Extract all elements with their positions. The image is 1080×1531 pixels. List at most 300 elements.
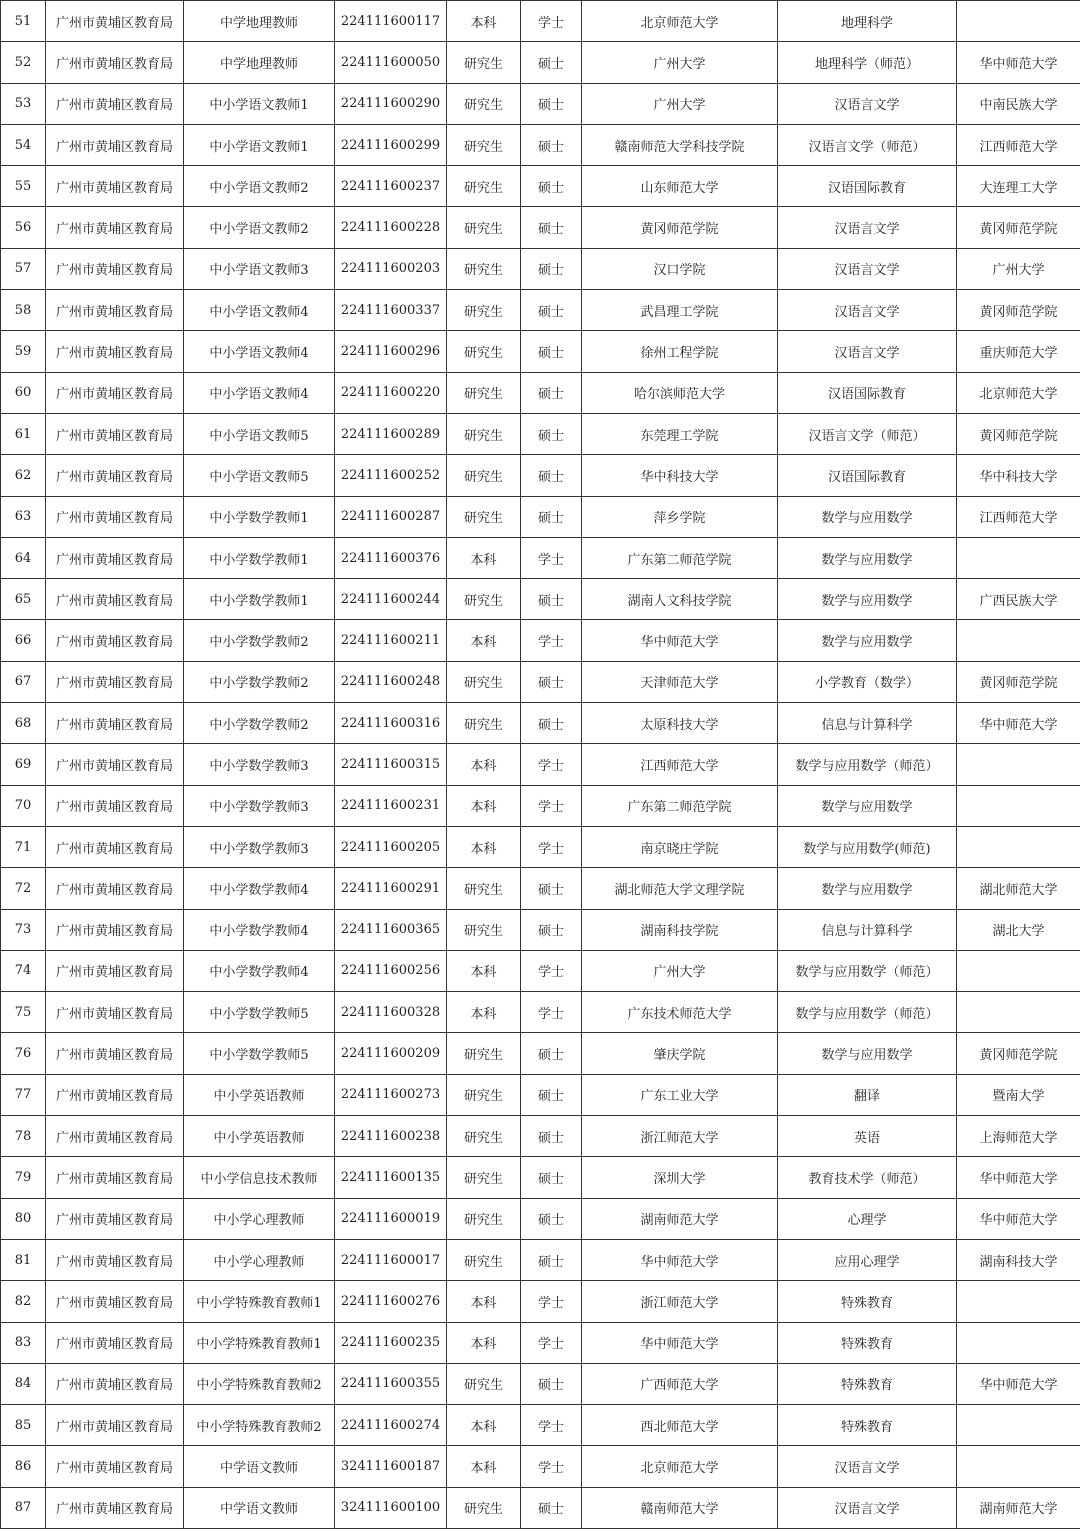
table-row	[1, 537, 1080, 578]
exam-number-cell: 224111600017	[335, 1239, 447, 1280]
position-name-cell: 中学地理教师	[184, 42, 335, 83]
graduate-school-cell: 广州大学	[582, 83, 778, 124]
degree-cell: 硕士	[521, 83, 582, 124]
table-row	[1, 1239, 1080, 1280]
undergraduate-school-cell: 江西师范大学	[957, 496, 1080, 537]
education-level-cell: 研究生	[447, 1157, 521, 1198]
recruiting-unit-cell: 广州市黄埔区教育局	[46, 579, 184, 620]
table-row	[1, 950, 1080, 991]
position-name-cell: 中小学数学教师2	[184, 661, 335, 702]
table-row	[1, 166, 1080, 207]
row-number-cell: 60	[1, 372, 46, 413]
row-number-cell: 74	[1, 950, 46, 991]
undergraduate-school-cell: 江西师范大学	[957, 124, 1080, 165]
graduate-school-cell: 浙江师范大学	[582, 1281, 778, 1322]
row-number-cell: 70	[1, 785, 46, 826]
undergraduate-school-cell	[957, 785, 1080, 826]
exam-number-cell: 224111600135	[335, 1157, 447, 1198]
row-number-cell: 52	[1, 42, 46, 83]
major-cell: 汉语国际教育	[778, 372, 957, 413]
recruiting-unit-cell: 广州市黄埔区教育局	[46, 248, 184, 289]
table-row	[1, 372, 1080, 413]
row-number-cell: 63	[1, 496, 46, 537]
degree-cell: 硕士	[521, 703, 582, 744]
recruiting-unit-cell: 广州市黄埔区教育局	[46, 124, 184, 165]
graduate-school-cell: 广东第二师范学院	[582, 785, 778, 826]
exam-number-cell: 224111600117	[335, 1, 447, 42]
graduate-school-cell: 北京师范大学	[582, 1, 778, 42]
position-name-cell: 中小学特殊教育教师2	[184, 1405, 335, 1446]
education-level-cell: 研究生	[447, 1487, 521, 1528]
exam-number-cell: 224111600291	[335, 868, 447, 909]
recruiting-unit-cell: 广州市黄埔区教育局	[46, 1198, 184, 1239]
major-cell: 信息与计算科学	[778, 703, 957, 744]
education-level-cell: 研究生	[447, 166, 521, 207]
exam-number-cell: 224111600355	[335, 1363, 447, 1404]
exam-number-cell: 224111600316	[335, 703, 447, 744]
graduate-school-cell: 广州大学	[582, 950, 778, 991]
degree-cell: 硕士	[521, 661, 582, 702]
graduate-school-cell: 山东师范大学	[582, 166, 778, 207]
row-number-cell: 61	[1, 413, 46, 454]
row-number-cell: 85	[1, 1405, 46, 1446]
undergraduate-school-cell	[957, 992, 1080, 1033]
graduate-school-cell: 黄冈师范学院	[582, 207, 778, 248]
education-level-cell: 本科	[447, 785, 521, 826]
table-row	[1, 1116, 1080, 1157]
degree-cell: 学士	[521, 1446, 582, 1487]
table-row	[1, 620, 1080, 661]
education-level-cell: 研究生	[447, 1033, 521, 1074]
row-number-cell: 55	[1, 166, 46, 207]
education-level-cell: 研究生	[447, 413, 521, 454]
graduate-school-cell: 徐州工程学院	[582, 331, 778, 372]
recruiting-unit-cell: 广州市黄埔区教育局	[46, 1322, 184, 1363]
exam-number-cell: 224111600244	[335, 579, 447, 620]
position-name-cell: 中小学特殊教育教师1	[184, 1322, 335, 1363]
exam-number-cell: 224111600019	[335, 1198, 447, 1239]
table-row	[1, 496, 1080, 537]
position-name-cell: 中小学数学教师5	[184, 992, 335, 1033]
exam-number-cell: 224111600203	[335, 248, 447, 289]
recruiting-unit-cell: 广州市黄埔区教育局	[46, 703, 184, 744]
table-row	[1, 331, 1080, 372]
row-number-cell: 66	[1, 620, 46, 661]
undergraduate-school-cell: 黄冈师范学院	[957, 1033, 1080, 1074]
undergraduate-school-cell: 华中师范大学	[957, 1363, 1080, 1404]
graduate-school-cell: 西北师范大学	[582, 1405, 778, 1446]
exam-number-cell: 224111600290	[335, 83, 447, 124]
graduate-school-cell: 广东第二师范学院	[582, 537, 778, 578]
table-row	[1, 83, 1080, 124]
degree-cell: 硕士	[521, 1033, 582, 1074]
degree-cell: 硕士	[521, 496, 582, 537]
major-cell: 汉语言文学（师范）	[778, 413, 957, 454]
table-row	[1, 1198, 1080, 1239]
degree-cell: 硕士	[521, 1116, 582, 1157]
position-name-cell: 中小学语文教师5	[184, 413, 335, 454]
graduate-school-cell: 太原科技大学	[582, 703, 778, 744]
position-name-cell: 中小学心理教师	[184, 1239, 335, 1280]
major-cell: 汉语言文学	[778, 83, 957, 124]
major-cell: 数学与应用数学(师范)	[778, 826, 957, 867]
position-name-cell: 中小学数学教师1	[184, 496, 335, 537]
major-cell: 信息与计算科学	[778, 909, 957, 950]
recruiting-unit-cell: 广州市黄埔区教育局	[46, 372, 184, 413]
graduate-school-cell: 湖北师范大学文理学院	[582, 868, 778, 909]
exam-number-cell: 224111600205	[335, 826, 447, 867]
major-cell: 数学与应用数学	[778, 496, 957, 537]
graduate-school-cell: 武昌理工学院	[582, 290, 778, 331]
recruiting-unit-cell: 广州市黄埔区教育局	[46, 620, 184, 661]
degree-cell: 硕士	[521, 579, 582, 620]
row-number-cell: 75	[1, 992, 46, 1033]
degree-cell: 学士	[521, 1322, 582, 1363]
major-cell: 地理科学	[778, 1, 957, 42]
exam-number-cell: 224111600050	[335, 42, 447, 83]
recruiting-unit-cell: 广州市黄埔区教育局	[46, 1405, 184, 1446]
degree-cell: 学士	[521, 785, 582, 826]
recruiting-unit-cell: 广州市黄埔区教育局	[46, 207, 184, 248]
table-row	[1, 826, 1080, 867]
row-number-cell: 84	[1, 1363, 46, 1404]
undergraduate-school-cell: 广州大学	[957, 248, 1080, 289]
education-level-cell: 本科	[447, 620, 521, 661]
degree-cell: 硕士	[521, 248, 582, 289]
degree-cell: 学士	[521, 950, 582, 991]
graduate-school-cell: 赣南师范大学科技学院	[582, 124, 778, 165]
exam-number-cell: 224111600237	[335, 166, 447, 207]
position-name-cell: 中小学数学教师2	[184, 620, 335, 661]
exam-number-cell: 224111600289	[335, 413, 447, 454]
undergraduate-school-cell	[957, 1446, 1080, 1487]
position-name-cell: 中学语文教师	[184, 1446, 335, 1487]
major-cell: 特殊教育	[778, 1363, 957, 1404]
recruiting-unit-cell: 广州市黄埔区教育局	[46, 909, 184, 950]
major-cell: 汉语国际教育	[778, 166, 957, 207]
exam-number-cell: 224111600273	[335, 1074, 447, 1115]
recruiting-unit-cell: 广州市黄埔区教育局	[46, 1, 184, 42]
education-level-cell: 本科	[447, 1281, 521, 1322]
degree-cell: 硕士	[521, 207, 582, 248]
graduate-school-cell: 广西师范大学	[582, 1363, 778, 1404]
degree-cell: 硕士	[521, 413, 582, 454]
exam-number-cell: 224111600238	[335, 1116, 447, 1157]
major-cell: 数学与应用数学（师范）	[778, 992, 957, 1033]
major-cell: 特殊教育	[778, 1322, 957, 1363]
education-level-cell: 研究生	[447, 661, 521, 702]
graduate-school-cell: 哈尔滨师范大学	[582, 372, 778, 413]
degree-cell: 学士	[521, 1, 582, 42]
undergraduate-school-cell: 黄冈师范学院	[957, 661, 1080, 702]
row-number-cell: 83	[1, 1322, 46, 1363]
row-number-cell: 71	[1, 826, 46, 867]
position-name-cell: 中小学数学教师3	[184, 826, 335, 867]
graduate-school-cell: 湖南科技学院	[582, 909, 778, 950]
degree-cell: 学士	[521, 744, 582, 785]
exam-number-cell: 224111600337	[335, 290, 447, 331]
row-number-cell: 64	[1, 537, 46, 578]
position-name-cell: 中小学数学教师4	[184, 909, 335, 950]
education-level-cell: 本科	[447, 1446, 521, 1487]
exam-number-cell: 224111600252	[335, 455, 447, 496]
major-cell: 数学与应用数学	[778, 785, 957, 826]
degree-cell: 硕士	[521, 1157, 582, 1198]
row-number-cell: 73	[1, 909, 46, 950]
position-name-cell: 中小学数学教师5	[184, 1033, 335, 1074]
recruiting-unit-cell: 广州市黄埔区教育局	[46, 83, 184, 124]
undergraduate-school-cell: 华中师范大学	[957, 1198, 1080, 1239]
education-level-cell: 本科	[447, 826, 521, 867]
row-number-cell: 78	[1, 1116, 46, 1157]
undergraduate-school-cell	[957, 537, 1080, 578]
major-cell: 数学与应用数学	[778, 579, 957, 620]
position-name-cell: 中小学数学教师4	[184, 950, 335, 991]
position-name-cell: 中小学语文教师2	[184, 166, 335, 207]
table-row	[1, 455, 1080, 496]
degree-cell: 硕士	[521, 1198, 582, 1239]
undergraduate-school-cell	[957, 1, 1080, 42]
row-number-cell: 80	[1, 1198, 46, 1239]
exam-number-cell: 224111600248	[335, 661, 447, 702]
row-number-cell: 86	[1, 1446, 46, 1487]
undergraduate-school-cell: 北京师范大学	[957, 372, 1080, 413]
table-row	[1, 1, 1080, 42]
degree-cell: 硕士	[521, 331, 582, 372]
education-level-cell: 研究生	[447, 1239, 521, 1280]
major-cell: 特殊教育	[778, 1405, 957, 1446]
position-name-cell: 中小学数学教师3	[184, 785, 335, 826]
table-row	[1, 661, 1080, 702]
row-number-cell: 68	[1, 703, 46, 744]
row-number-cell: 57	[1, 248, 46, 289]
education-level-cell: 本科	[447, 992, 521, 1033]
major-cell: 应用心理学	[778, 1239, 957, 1280]
exam-number-cell: 224111600287	[335, 496, 447, 537]
graduate-school-cell: 深圳大学	[582, 1157, 778, 1198]
education-level-cell: 研究生	[447, 372, 521, 413]
table-row	[1, 703, 1080, 744]
undergraduate-school-cell: 湖南师范大学	[957, 1487, 1080, 1528]
graduate-school-cell: 华中师范大学	[582, 620, 778, 661]
degree-cell: 硕士	[521, 455, 582, 496]
table-row	[1, 1363, 1080, 1404]
position-name-cell: 中小学英语教师	[184, 1116, 335, 1157]
table-row	[1, 1033, 1080, 1074]
position-name-cell: 中小学信息技术教师	[184, 1157, 335, 1198]
undergraduate-school-cell: 湖北大学	[957, 909, 1080, 950]
major-cell: 教育技术学（师范）	[778, 1157, 957, 1198]
undergraduate-school-cell: 华中科技大学	[957, 455, 1080, 496]
undergraduate-school-cell	[957, 826, 1080, 867]
recruiting-unit-cell: 广州市黄埔区教育局	[46, 1074, 184, 1115]
undergraduate-school-cell: 大连理工大学	[957, 166, 1080, 207]
row-number-cell: 62	[1, 455, 46, 496]
major-cell: 数学与应用数学	[778, 537, 957, 578]
major-cell: 汉语言文学	[778, 290, 957, 331]
major-cell: 地理科学（师范）	[778, 42, 957, 83]
education-level-cell: 研究生	[447, 579, 521, 620]
education-level-cell: 研究生	[447, 868, 521, 909]
exam-number-cell: 224111600228	[335, 207, 447, 248]
degree-cell: 硕士	[521, 1363, 582, 1404]
exam-number-cell: 224111600376	[335, 537, 447, 578]
education-level-cell: 本科	[447, 1322, 521, 1363]
graduate-school-cell: 华中师范大学	[582, 1239, 778, 1280]
recruiting-unit-cell: 广州市黄埔区教育局	[46, 42, 184, 83]
education-level-cell: 本科	[447, 537, 521, 578]
major-cell: 汉语言文学	[778, 1446, 957, 1487]
table-row	[1, 1322, 1080, 1363]
position-name-cell: 中小学语文教师5	[184, 455, 335, 496]
recruiting-unit-cell: 广州市黄埔区教育局	[46, 785, 184, 826]
degree-cell: 学士	[521, 826, 582, 867]
recruiting-unit-cell: 广州市黄埔区教育局	[46, 992, 184, 1033]
table-row	[1, 1281, 1080, 1322]
table-row	[1, 909, 1080, 950]
position-name-cell: 中小学英语教师	[184, 1074, 335, 1115]
recruiting-unit-cell: 广州市黄埔区教育局	[46, 1363, 184, 1404]
graduate-school-cell: 肇庆学院	[582, 1033, 778, 1074]
exam-number-cell: 324111600100	[335, 1487, 447, 1528]
position-name-cell: 中小学数学教师2	[184, 703, 335, 744]
education-level-cell: 研究生	[447, 124, 521, 165]
exam-number-cell: 224111600209	[335, 1033, 447, 1074]
exam-number-cell: 224111600274	[335, 1405, 447, 1446]
graduate-school-cell: 广州大学	[582, 42, 778, 83]
graduate-school-cell: 湖南师范大学	[582, 1198, 778, 1239]
undergraduate-school-cell: 中南民族大学	[957, 83, 1080, 124]
recruiting-unit-cell: 广州市黄埔区教育局	[46, 1033, 184, 1074]
degree-cell: 硕士	[521, 1239, 582, 1280]
education-level-cell: 研究生	[447, 248, 521, 289]
recruiting-unit-cell: 广州市黄埔区教育局	[46, 826, 184, 867]
table-row	[1, 1405, 1080, 1446]
degree-cell: 硕士	[521, 42, 582, 83]
degree-cell: 学士	[521, 1405, 582, 1446]
undergraduate-school-cell: 重庆师范大学	[957, 331, 1080, 372]
position-name-cell: 中小学特殊教育教师2	[184, 1363, 335, 1404]
major-cell: 汉语言文学	[778, 331, 957, 372]
degree-cell: 硕士	[521, 166, 582, 207]
position-name-cell: 中小学数学教师1	[184, 537, 335, 578]
education-level-cell: 研究生	[447, 331, 521, 372]
degree-cell: 硕士	[521, 1487, 582, 1528]
recruiting-unit-cell: 广州市黄埔区教育局	[46, 1116, 184, 1157]
undergraduate-school-cell: 暨南大学	[957, 1074, 1080, 1115]
degree-cell: 硕士	[521, 124, 582, 165]
position-name-cell: 中小学特殊教育教师1	[184, 1281, 335, 1322]
table-row	[1, 1487, 1080, 1528]
major-cell: 数学与应用数学	[778, 868, 957, 909]
education-level-cell: 本科	[447, 950, 521, 991]
exam-number-cell: 224111600315	[335, 744, 447, 785]
undergraduate-school-cell: 黄冈师范学院	[957, 413, 1080, 454]
major-cell: 心理学	[778, 1198, 957, 1239]
row-number-cell: 56	[1, 207, 46, 248]
graduate-school-cell: 汉口学院	[582, 248, 778, 289]
major-cell: 数学与应用数学（师范）	[778, 744, 957, 785]
education-level-cell: 研究生	[447, 909, 521, 950]
recruiting-unit-cell: 广州市黄埔区教育局	[46, 455, 184, 496]
undergraduate-school-cell: 广西民族大学	[957, 579, 1080, 620]
position-name-cell: 中小学语文教师4	[184, 372, 335, 413]
undergraduate-school-cell	[957, 950, 1080, 991]
major-cell: 汉语国际教育	[778, 455, 957, 496]
education-level-cell: 研究生	[447, 455, 521, 496]
graduate-school-cell: 北京师范大学	[582, 1446, 778, 1487]
exam-number-cell: 224111600365	[335, 909, 447, 950]
table-row	[1, 868, 1080, 909]
major-cell: 小学教育（数学）	[778, 661, 957, 702]
position-name-cell: 中小学语文教师2	[184, 207, 335, 248]
education-level-cell: 本科	[447, 1, 521, 42]
education-level-cell: 研究生	[447, 1363, 521, 1404]
undergraduate-school-cell: 华中师范大学	[957, 703, 1080, 744]
table-row	[1, 207, 1080, 248]
recruiting-unit-cell: 广州市黄埔区教育局	[46, 166, 184, 207]
table-row	[1, 579, 1080, 620]
major-cell: 汉语言文学	[778, 1487, 957, 1528]
exam-number-cell: 224111600235	[335, 1322, 447, 1363]
major-cell: 汉语言文学（师范）	[778, 124, 957, 165]
exam-number-cell: 224111600276	[335, 1281, 447, 1322]
table-row	[1, 124, 1080, 165]
graduate-school-cell: 广东工业大学	[582, 1074, 778, 1115]
undergraduate-school-cell: 湖南科技大学	[957, 1239, 1080, 1280]
education-level-cell: 研究生	[447, 207, 521, 248]
education-level-cell: 本科	[447, 744, 521, 785]
major-cell: 数学与应用数学	[778, 1033, 957, 1074]
undergraduate-school-cell	[957, 744, 1080, 785]
degree-cell: 学士	[521, 620, 582, 661]
table-row	[1, 1157, 1080, 1198]
table-row	[1, 992, 1080, 1033]
table-row	[1, 290, 1080, 331]
degree-cell: 硕士	[521, 372, 582, 413]
row-number-cell: 51	[1, 1, 46, 42]
recruiting-unit-cell: 广州市黄埔区教育局	[46, 496, 184, 537]
education-level-cell: 研究生	[447, 83, 521, 124]
table-row	[1, 413, 1080, 454]
position-name-cell: 中小学语文教师4	[184, 331, 335, 372]
degree-cell: 学士	[521, 1281, 582, 1322]
row-number-cell: 81	[1, 1239, 46, 1280]
row-number-cell: 69	[1, 744, 46, 785]
position-name-cell: 中小学数学教师4	[184, 868, 335, 909]
undergraduate-school-cell: 湖北师范大学	[957, 868, 1080, 909]
education-level-cell: 研究生	[447, 42, 521, 83]
graduate-school-cell: 华中师范大学	[582, 1322, 778, 1363]
undergraduate-school-cell: 黄冈师范学院	[957, 207, 1080, 248]
recruiting-unit-cell: 广州市黄埔区教育局	[46, 868, 184, 909]
row-number-cell: 58	[1, 290, 46, 331]
table-row	[1, 248, 1080, 289]
exam-number-cell: 324111600187	[335, 1446, 447, 1487]
row-number-cell: 77	[1, 1074, 46, 1115]
graduate-school-cell: 广东技术师范大学	[582, 992, 778, 1033]
recruiting-unit-cell: 广州市黄埔区教育局	[46, 1487, 184, 1528]
recruiting-unit-cell: 广州市黄埔区教育局	[46, 331, 184, 372]
row-number-cell: 59	[1, 331, 46, 372]
position-name-cell: 中学语文教师	[184, 1487, 335, 1528]
graduate-school-cell: 天津师范大学	[582, 661, 778, 702]
position-name-cell: 中小学数学教师3	[184, 744, 335, 785]
major-cell: 汉语言文学	[778, 207, 957, 248]
recruiting-unit-cell: 广州市黄埔区教育局	[46, 1157, 184, 1198]
exam-number-cell: 224111600256	[335, 950, 447, 991]
position-name-cell: 中小学语文教师4	[184, 290, 335, 331]
